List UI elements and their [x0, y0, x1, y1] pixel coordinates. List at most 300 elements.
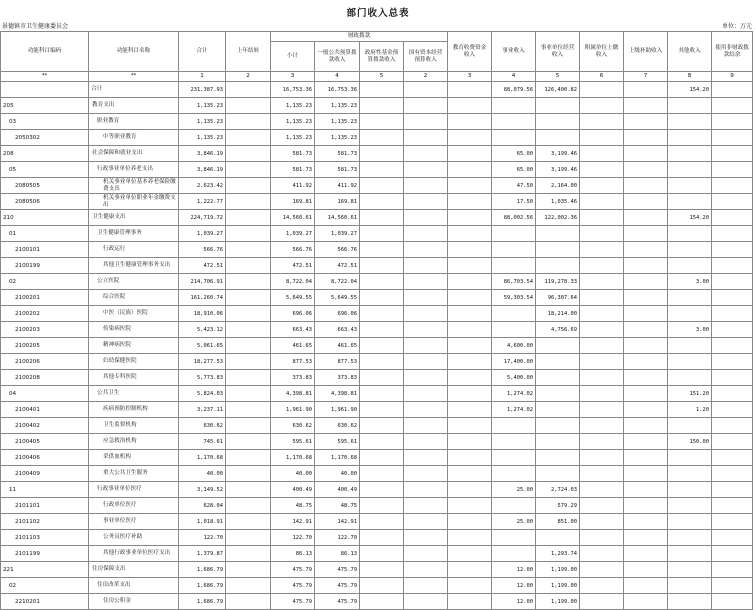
header-total: 合计: [179, 32, 226, 72]
affiliated-income-cell: [580, 194, 624, 210]
total-cell: 2,623.42: [179, 178, 226, 194]
subtotal-cell: 48.75: [271, 498, 315, 514]
subtotal-cell: 169.81: [271, 194, 315, 210]
edu-fee-cell: [448, 562, 492, 578]
business-unit-income-cell: [536, 530, 580, 546]
name-cell: 应急救治机构: [89, 434, 179, 450]
other-income-cell: [668, 194, 712, 210]
affiliated-income-cell: [580, 322, 624, 338]
general-budget-cell: 411.92: [315, 178, 360, 194]
table-row: [1, 258, 753, 274]
business-income-cell: [492, 530, 536, 546]
header-higher-subsidy: 上级补助收入: [624, 32, 668, 72]
carryover-cell: [226, 434, 271, 450]
general-budget-cell: 461.65: [315, 338, 360, 354]
business-unit-income-cell: 2,164.00: [536, 178, 580, 194]
higher-subsidy-cell: [624, 594, 668, 610]
carryover-cell: [226, 530, 271, 546]
carryover-cell: [226, 130, 271, 146]
business-income-cell: 12.00: [492, 562, 536, 578]
name-cell: 住房保障支出: [89, 562, 179, 578]
edu-fee-cell: [448, 242, 492, 258]
gov-fund-cell: [360, 210, 404, 226]
affiliated-income-cell: [580, 482, 624, 498]
edu-fee-cell: [448, 546, 492, 562]
business-income-cell: 86,703.54: [492, 274, 536, 290]
subtotal-cell: 142.91: [271, 514, 315, 530]
state-capital-cell: [404, 530, 448, 546]
code-cell: 2100202: [1, 306, 89, 322]
carryover-cell: [226, 306, 271, 322]
code-cell: 2101103: [1, 530, 89, 546]
code-cell: 2100405: [1, 434, 89, 450]
gov-fund-cell: [360, 562, 404, 578]
header-affiliated-income: 附属单位上缴收入: [580, 32, 624, 72]
surplus-cell: [712, 290, 753, 306]
carryover-cell: [226, 242, 271, 258]
header-carryover: 上年结转: [226, 32, 271, 72]
code-cell: 2100401: [1, 402, 89, 418]
surplus-cell: [712, 338, 753, 354]
total-cell: 1,170.68: [179, 450, 226, 466]
edu-fee-cell: [448, 354, 492, 370]
general-budget-cell: 1,039.27: [315, 226, 360, 242]
gov-fund-cell: [360, 194, 404, 210]
edu-fee-cell: [448, 130, 492, 146]
business-unit-income-cell: [536, 386, 580, 402]
table-row: [1, 546, 753, 562]
header-gov-fund: 政府性基金预算拨款收入: [360, 42, 404, 72]
business-unit-income-cell: 96,307.64: [536, 290, 580, 306]
business-income-cell: [492, 226, 536, 242]
edu-fee-cell: [448, 514, 492, 530]
table-row: [1, 290, 753, 306]
edu-fee-cell: [448, 258, 492, 274]
surplus-cell: [712, 578, 753, 594]
edu-fee-cell: [448, 82, 492, 98]
table-row: [1, 130, 753, 146]
code-cell: 02: [1, 274, 89, 290]
code-cell: 2210201: [1, 594, 89, 610]
state-capital-cell: [404, 194, 448, 210]
name-cell: 职业教育: [89, 114, 179, 130]
header-business-income: 事业收入: [492, 32, 536, 72]
higher-subsidy-cell: [624, 418, 668, 434]
general-budget-cell: 472.51: [315, 258, 360, 274]
gov-fund-cell: [360, 242, 404, 258]
table-row: [1, 530, 753, 546]
business-income-cell: 17,400.00: [492, 354, 536, 370]
state-capital-cell: [404, 306, 448, 322]
table-row: [1, 594, 753, 610]
subtotal-cell: 696.06: [271, 306, 315, 322]
code-cell: [1, 82, 89, 98]
total-cell: 122.70: [179, 530, 226, 546]
subtotal-cell: 1,135.23: [271, 114, 315, 130]
business-income-cell: [492, 450, 536, 466]
affiliated-income-cell: [580, 386, 624, 402]
edu-fee-cell: [448, 450, 492, 466]
business-income-cell: 17.50: [492, 194, 536, 210]
total-cell: 1,135.23: [179, 114, 226, 130]
other-income-cell: 150.00: [668, 434, 712, 450]
business-income-cell: [492, 434, 536, 450]
business-unit-income-cell: 18,214.00: [536, 306, 580, 322]
business-unit-income-cell: [536, 242, 580, 258]
subtotal-cell: 1,961.90: [271, 402, 315, 418]
table-row: [1, 466, 753, 482]
business-unit-income-cell: [536, 338, 580, 354]
affiliated-income-cell: [580, 530, 624, 546]
business-unit-income-cell: [536, 434, 580, 450]
table-row: [1, 354, 753, 370]
business-unit-income-cell: 1,035.46: [536, 194, 580, 210]
higher-subsidy-cell: [624, 226, 668, 242]
table-row: [1, 146, 753, 162]
higher-subsidy-cell: [624, 178, 668, 194]
other-income-cell: [668, 290, 712, 306]
affiliated-income-cell: [580, 418, 624, 434]
total-cell: 3,149.52: [179, 482, 226, 498]
affiliated-income-cell: [580, 466, 624, 482]
surplus-cell: [712, 514, 753, 530]
state-capital-cell: [404, 418, 448, 434]
business-unit-income-cell: 1,199.00: [536, 578, 580, 594]
business-unit-income-cell: [536, 258, 580, 274]
edu-fee-cell: [448, 402, 492, 418]
surplus-cell: [712, 130, 753, 146]
header-business-unit-income: 事业单位经营收入: [536, 32, 580, 72]
table-row: [1, 322, 753, 338]
state-capital-cell: [404, 146, 448, 162]
other-income-cell: [668, 114, 712, 130]
code-cell: 02: [1, 578, 89, 594]
carryover-cell: [226, 82, 271, 98]
total-cell: 1,686.79: [179, 562, 226, 578]
business-income-cell: 4,600.00: [492, 338, 536, 354]
business-income-cell: [492, 114, 536, 130]
general-budget-cell: 663.43: [315, 322, 360, 338]
business-unit-income-cell: [536, 466, 580, 482]
other-income-cell: [668, 178, 712, 194]
table-row: [1, 194, 753, 210]
name-cell: 行政事业单位医疗: [89, 482, 179, 498]
general-budget-cell: 1,961.90: [315, 402, 360, 418]
higher-subsidy-cell: [624, 530, 668, 546]
other-income-cell: [668, 498, 712, 514]
code-cell: 208: [1, 146, 89, 162]
gov-fund-cell: [360, 546, 404, 562]
gov-fund-cell: [360, 402, 404, 418]
general-budget-cell: 169.81: [315, 194, 360, 210]
business-income-cell: 25.00: [492, 514, 536, 530]
state-capital-cell: [404, 226, 448, 242]
total-cell: 3,237.11: [179, 402, 226, 418]
name-cell: 合计: [89, 82, 179, 98]
column-index: 2: [226, 72, 271, 82]
business-income-cell: 47.50: [492, 178, 536, 194]
business-unit-income-cell: [536, 130, 580, 146]
affiliated-income-cell: [580, 178, 624, 194]
business-unit-income-cell: [536, 450, 580, 466]
name-cell: 行政运行: [89, 242, 179, 258]
carryover-cell: [226, 194, 271, 210]
affiliated-income-cell: [580, 242, 624, 258]
subtotal-cell: 411.92: [271, 178, 315, 194]
gov-fund-cell: [360, 370, 404, 386]
other-income-cell: [668, 98, 712, 114]
general-budget-cell: 1,135.23: [315, 130, 360, 146]
general-budget-cell: 400.49: [315, 482, 360, 498]
other-income-cell: [668, 338, 712, 354]
surplus-cell: [712, 226, 753, 242]
name-cell: 公共卫生: [89, 386, 179, 402]
other-income-cell: [668, 226, 712, 242]
gov-fund-cell: [360, 162, 404, 178]
other-income-cell: 3.00: [668, 274, 712, 290]
header-fiscal-group: 财政拨款: [271, 32, 448, 42]
subtotal-cell: 1,039.27: [271, 226, 315, 242]
general-budget-cell: 1,170.68: [315, 450, 360, 466]
subtotal-cell: 122.70: [271, 530, 315, 546]
gov-fund-cell: [360, 290, 404, 306]
report-title: 部门收入总表: [346, 8, 410, 19]
subtotal-cell: 14,560.61: [271, 210, 315, 226]
table-row: [1, 98, 753, 114]
other-income-cell: [668, 530, 712, 546]
state-capital-cell: [404, 578, 448, 594]
name-cell: 传染病医院: [89, 322, 179, 338]
carryover-cell: [226, 338, 271, 354]
state-capital-cell: [404, 434, 448, 450]
table-row: [1, 386, 753, 402]
total-cell: 628.04: [179, 498, 226, 514]
name-cell: 机关事业单位职业年金缴费支出: [89, 194, 179, 210]
other-income-cell: [668, 466, 712, 482]
code-cell: 11: [1, 482, 89, 498]
table-row: [1, 226, 753, 242]
business-income-cell: [492, 306, 536, 322]
table-row: [1, 498, 753, 514]
business-income-cell: [492, 418, 536, 434]
name-cell: 其他卫生健康管理事务支出: [89, 258, 179, 274]
state-capital-cell: [404, 290, 448, 306]
gov-fund-cell: [360, 530, 404, 546]
state-capital-cell: [404, 258, 448, 274]
business-income-cell: 59,303.54: [492, 290, 536, 306]
state-capital-cell: [404, 594, 448, 610]
table-row: [1, 402, 753, 418]
total-cell: 745.61: [179, 434, 226, 450]
edu-fee-cell: [448, 466, 492, 482]
other-income-cell: [668, 562, 712, 578]
edu-fee-cell: [448, 210, 492, 226]
higher-subsidy-cell: [624, 274, 668, 290]
surplus-cell: [712, 146, 753, 162]
carryover-cell: [226, 210, 271, 226]
unit-label: 单位：万元: [721, 23, 752, 30]
general-budget-cell: 48.75: [315, 498, 360, 514]
table-row: [1, 434, 753, 450]
state-capital-cell: [404, 162, 448, 178]
table-row: [1, 514, 753, 530]
gov-fund-cell: [360, 98, 404, 114]
table-row: [1, 274, 753, 290]
subtotal-cell: 1,135.23: [271, 130, 315, 146]
general-budget-cell: 696.06: [315, 306, 360, 322]
table-row: [1, 162, 753, 178]
state-capital-cell: [404, 402, 448, 418]
surplus-cell: [712, 210, 753, 226]
column-index-row: [1, 72, 753, 82]
other-income-cell: [668, 418, 712, 434]
affiliated-income-cell: [580, 162, 624, 178]
total-cell: 1,686.79: [179, 594, 226, 610]
total-cell: 161,260.74: [179, 290, 226, 306]
affiliated-income-cell: [580, 562, 624, 578]
column-index: 2: [404, 72, 448, 82]
other-income-cell: 1.20: [668, 402, 712, 418]
name-cell: 精神病医院: [89, 338, 179, 354]
gov-fund-cell: [360, 434, 404, 450]
organization-name: 景德镇市卫生健康委员会: [2, 23, 69, 30]
business-income-cell: [492, 258, 536, 274]
affiliated-income-cell: [580, 594, 624, 610]
code-cell: 2100406: [1, 450, 89, 466]
total-cell: 5,423.12: [179, 322, 226, 338]
business-unit-income-cell: [536, 114, 580, 130]
edu-fee-cell: [448, 306, 492, 322]
business-income-cell: 25.00: [492, 482, 536, 498]
state-capital-cell: [404, 498, 448, 514]
column-index: **: [1, 72, 89, 82]
state-capital-cell: [404, 130, 448, 146]
general-budget-cell: 373.83: [315, 370, 360, 386]
subtotal-cell: 581.73: [271, 162, 315, 178]
edu-fee-cell: [448, 386, 492, 402]
business-unit-income-cell: 3,199.46: [536, 162, 580, 178]
subtotal-cell: 630.62: [271, 418, 315, 434]
general-budget-cell: 877.53: [315, 354, 360, 370]
carryover-cell: [226, 578, 271, 594]
higher-subsidy-cell: [624, 450, 668, 466]
column-index: 3: [271, 72, 315, 82]
business-income-cell: 65.00: [492, 162, 536, 178]
code-cell: 2100203: [1, 322, 89, 338]
edu-fee-cell: [448, 274, 492, 290]
surplus-cell: [712, 594, 753, 610]
general-budget-cell: 581.73: [315, 162, 360, 178]
surplus-cell: [712, 162, 753, 178]
general-budget-cell: 40.00: [315, 466, 360, 482]
higher-subsidy-cell: [624, 482, 668, 498]
table-row: [1, 114, 753, 130]
code-cell: 05: [1, 162, 89, 178]
carryover-cell: [226, 498, 271, 514]
subtotal-cell: 475.79: [271, 594, 315, 610]
higher-subsidy-cell: [624, 82, 668, 98]
higher-subsidy-cell: [624, 322, 668, 338]
carryover-cell: [226, 386, 271, 402]
table-row: [1, 450, 753, 466]
state-capital-cell: [404, 450, 448, 466]
business-income-cell: 88,079.56: [492, 82, 536, 98]
affiliated-income-cell: [580, 434, 624, 450]
code-cell: 210: [1, 210, 89, 226]
general-budget-cell: 595.61: [315, 434, 360, 450]
subtotal-cell: 663.43: [271, 322, 315, 338]
subtotal-cell: 475.79: [271, 578, 315, 594]
name-cell: 公务员医疗补助: [89, 530, 179, 546]
code-cell: 2100206: [1, 354, 89, 370]
gov-fund-cell: [360, 466, 404, 482]
carryover-cell: [226, 114, 271, 130]
gov-fund-cell: [360, 578, 404, 594]
edu-fee-cell: [448, 178, 492, 194]
surplus-cell: [712, 562, 753, 578]
subtotal-cell: 472.51: [271, 258, 315, 274]
column-index: 1: [179, 72, 226, 82]
carryover-cell: [226, 450, 271, 466]
name-cell: 机关事业单位基本养老保险缴费支出: [89, 178, 179, 194]
affiliated-income-cell: [580, 98, 624, 114]
higher-subsidy-cell: [624, 514, 668, 530]
carryover-cell: [226, 146, 271, 162]
surplus-cell: [712, 418, 753, 434]
subtotal-cell: 461.65: [271, 338, 315, 354]
edu-fee-cell: [448, 114, 492, 130]
state-capital-cell: [404, 354, 448, 370]
income-summary-table: [0, 31, 753, 610]
table-row: [1, 338, 753, 354]
carryover-cell: [226, 258, 271, 274]
total-cell: 5,824.03: [179, 386, 226, 402]
header-subtotal: 小计: [271, 42, 315, 72]
total-cell: 1,686.79: [179, 578, 226, 594]
affiliated-income-cell: [580, 306, 624, 322]
other-income-cell: [668, 370, 712, 386]
gov-fund-cell: [360, 82, 404, 98]
total-cell: 231,387.93: [179, 82, 226, 98]
name-cell: 社会保障和就业支出: [89, 146, 179, 162]
business-unit-income-cell: 1,199.00: [536, 562, 580, 578]
business-unit-income-cell: 1,199.00: [536, 594, 580, 610]
general-budget-cell: 142.91: [315, 514, 360, 530]
gov-fund-cell: [360, 386, 404, 402]
subtotal-cell: 581.73: [271, 146, 315, 162]
code-cell: 01: [1, 226, 89, 242]
gov-fund-cell: [360, 338, 404, 354]
code-cell: 2100199: [1, 258, 89, 274]
higher-subsidy-cell: [624, 562, 668, 578]
affiliated-income-cell: [580, 546, 624, 562]
gov-fund-cell: [360, 146, 404, 162]
edu-fee-cell: [448, 226, 492, 242]
carryover-cell: [226, 546, 271, 562]
state-capital-cell: [404, 514, 448, 530]
general-budget-cell: 566.76: [315, 242, 360, 258]
general-budget-cell: 8,722.04: [315, 274, 360, 290]
total-cell: 5,061.65: [179, 338, 226, 354]
affiliated-income-cell: [580, 290, 624, 306]
business-unit-income-cell: [536, 226, 580, 242]
carryover-cell: [226, 290, 271, 306]
edu-fee-cell: [448, 322, 492, 338]
higher-subsidy-cell: [624, 290, 668, 306]
total-cell: 18,910.06: [179, 306, 226, 322]
code-cell: 2080506: [1, 194, 89, 210]
name-cell: 行政单位医疗: [89, 498, 179, 514]
